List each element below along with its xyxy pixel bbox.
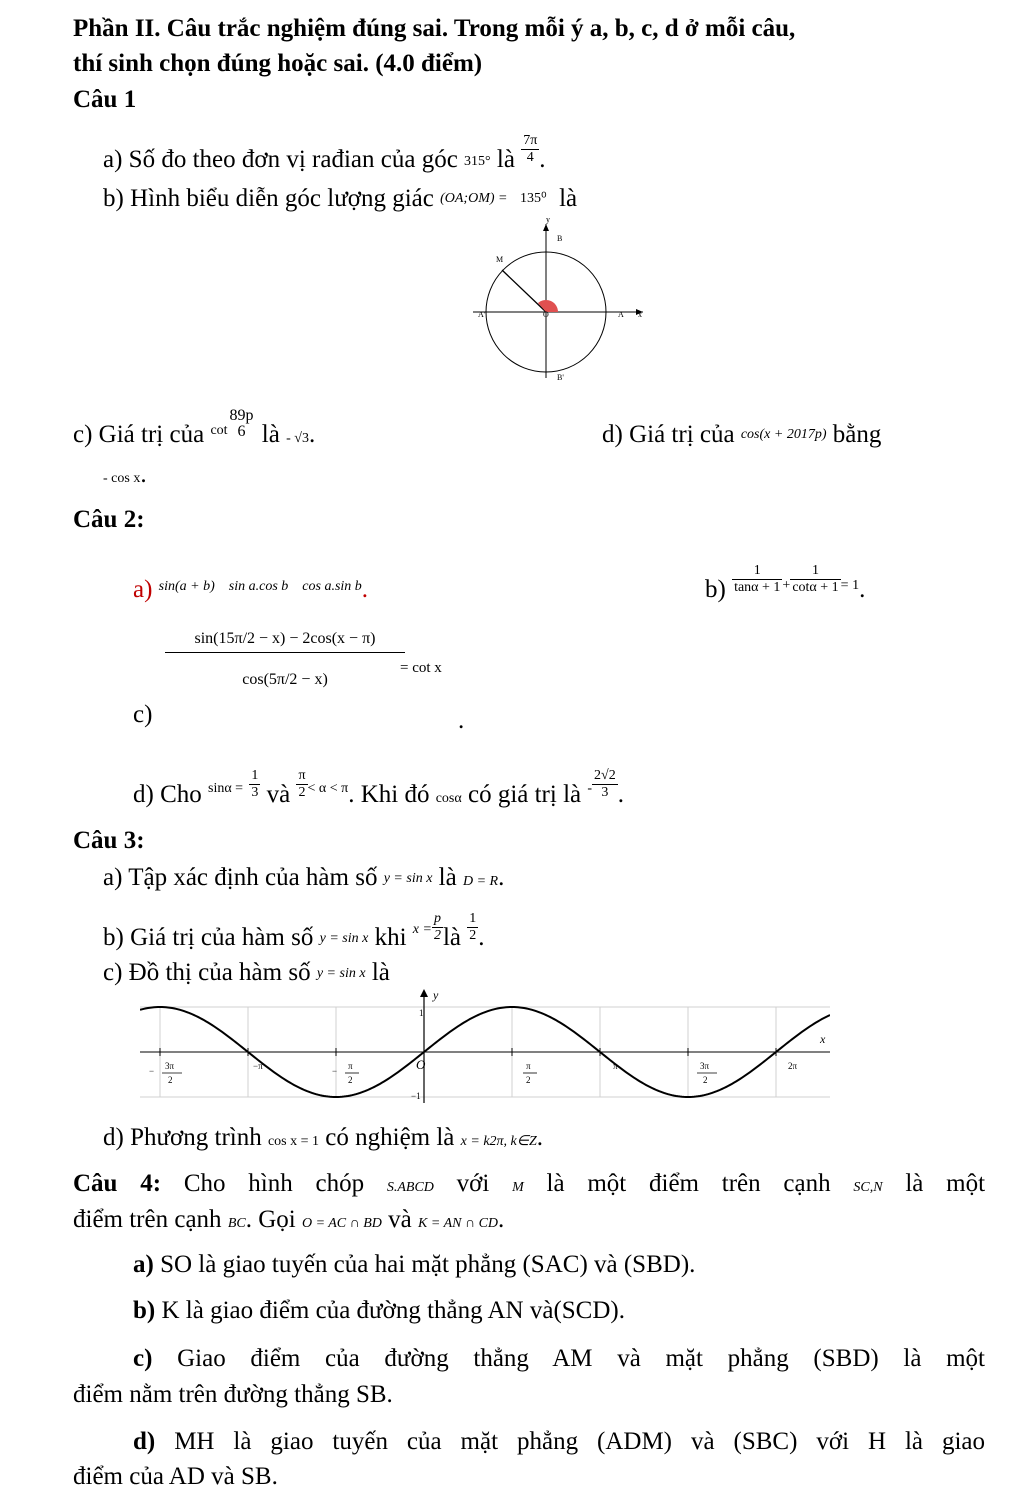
q4-a-text: SO là giao tuyến của hai mặt phẳng (SAC) và (SBD). xyxy=(160,1251,696,1278)
sine-label-x: x xyxy=(820,1032,826,1046)
q3-a-dom: D = R xyxy=(462,874,499,889)
q2-a xyxy=(133,575,368,609)
q4-a xyxy=(133,1250,695,1280)
q3-b xyxy=(103,911,485,957)
q4-a-label: a) xyxy=(133,1251,154,1278)
q2-heading: Câu 2: xyxy=(73,506,145,533)
q4-line1 xyxy=(73,1169,985,1203)
q4-line2-k: K = AN ∩ CD xyxy=(418,1216,499,1231)
q4-d-text1: MH là giao tuyến của mặt phẳng (ADM) và (SBC) với H là giao xyxy=(174,1428,985,1455)
q2-a-end: . xyxy=(361,576,369,603)
q4-line2-o: O = AC ∩ BD xyxy=(301,1216,382,1231)
q3-d-sol: x = k2π, k∈Z xyxy=(460,1134,537,1149)
q1-b-la: là xyxy=(559,185,578,212)
q4-b-label: b) xyxy=(133,1297,156,1324)
q2-b-den1: tanα + 1 xyxy=(734,580,781,595)
q2-d xyxy=(133,768,624,814)
q4-c-text1: Giao điểm của đường thẳng AM và mặt phẳng (SBD) là một xyxy=(177,1345,986,1372)
tick-half-num: π xyxy=(526,1061,531,1071)
q3-c-la: là xyxy=(371,959,390,986)
q3-d xyxy=(103,1123,543,1157)
q3-d-eq: cos x = 1 xyxy=(267,1134,320,1149)
q2-d-vnum: 2√2 xyxy=(594,768,616,783)
q2-b-num1: 1 xyxy=(732,563,782,580)
q2-d-sin: sinα = xyxy=(208,781,244,797)
q2-d-vfrac xyxy=(592,768,618,801)
q3-b-text: b) Giá trị của hàm số xyxy=(103,924,314,952)
q4-c-label: c) xyxy=(133,1345,153,1372)
q4-b xyxy=(133,1296,625,1326)
q2-b-end: . xyxy=(859,576,866,604)
label-b-prime: B' xyxy=(557,373,564,382)
tick-neg-3pi-num: 3π xyxy=(165,1061,175,1071)
q1-b-text: b) Hình biểu diễn góc lượng giác xyxy=(103,185,434,212)
q3-a-end: . xyxy=(498,864,505,891)
q1-c-num: 89p xyxy=(229,407,254,425)
q2-b-den2: cotα + 1 xyxy=(792,580,839,595)
q1-c xyxy=(73,407,316,454)
q2-c-end: . xyxy=(458,707,465,734)
q3-a-fn: y = sin x xyxy=(383,871,433,886)
q2-c-rhs: = cot x xyxy=(400,660,442,676)
q3-b-end: . xyxy=(478,924,485,952)
q2-d-minus: - xyxy=(587,781,593,797)
q4-heading: Câu 4: xyxy=(73,1170,162,1197)
q1-c-end: . xyxy=(308,421,316,448)
q3-a-la: là xyxy=(438,864,457,891)
q1-a-la: là xyxy=(496,146,515,174)
q2-b-eq: = 1 xyxy=(840,578,860,594)
q2-b-num2: 1 xyxy=(790,563,840,580)
q3-a xyxy=(103,863,504,897)
q1-d-val: - cos x xyxy=(103,471,141,486)
q2-a-expr: sin(a + b) sin a.cos b cos a.sin b xyxy=(158,579,362,594)
q3-b-vfrac xyxy=(467,911,478,944)
q2-d-has: có giá trị là xyxy=(467,781,582,809)
tick-neg-half-num: π xyxy=(348,1061,353,1071)
q2-a-label: a) xyxy=(133,576,153,603)
q1-c-frac xyxy=(228,408,256,440)
q2-d-frac xyxy=(249,768,260,801)
tick-pi: π xyxy=(613,1061,618,1071)
q3-b-fn: y = sin x xyxy=(319,931,369,947)
q4-line2-a: điểm trên cạnh xyxy=(73,1206,222,1233)
y-axis-arrow xyxy=(543,224,549,231)
tick-3pi-num: 3π xyxy=(700,1061,710,1071)
q2-d-end: . xyxy=(617,781,624,809)
q2-b-frac2 xyxy=(790,563,840,596)
q3-d-end: . xyxy=(536,1124,544,1151)
sine-graph xyxy=(140,985,830,1105)
q1-b-expr: (OA;OM) = xyxy=(440,191,508,206)
q4-line1-sc: SC,N xyxy=(853,1180,883,1195)
q3-b-den: 2 xyxy=(433,928,441,943)
sine-y-arrow xyxy=(420,989,428,997)
q2-b-plus: + xyxy=(782,578,791,594)
q3-c-fn: y = sin x xyxy=(316,966,366,981)
label-a-prime: A' xyxy=(478,310,486,319)
q4-line2 xyxy=(73,1205,504,1239)
q1-c-text: c) Giá trị của xyxy=(73,421,205,448)
q1-d-cont xyxy=(103,460,147,494)
q4-line1-c: là một điểm trên cạnh xyxy=(546,1170,831,1197)
q4-line1-b: với xyxy=(456,1170,490,1197)
q1-b xyxy=(103,184,577,218)
sine-label-y: y xyxy=(433,988,439,1002)
q2-d-cos: cosα xyxy=(435,791,462,807)
q2-d-den: 3 xyxy=(251,785,259,800)
tick-neg-3pi-den: 2 xyxy=(168,1075,173,1085)
q1-a-frac xyxy=(521,133,539,166)
q1-a-text: a) Số đo theo đơn vị rađian của góc xyxy=(103,146,458,174)
q2-d-two: 2 xyxy=(298,785,306,800)
q1-c-val: - √3 xyxy=(286,431,309,446)
q1-c-cot: cot xyxy=(210,423,228,438)
q1-a-den: 4 xyxy=(526,150,534,165)
q1-d-end: . xyxy=(140,461,147,488)
label-o: O xyxy=(543,310,549,319)
q2-d-va: và xyxy=(266,781,291,809)
q3-b-vnum: 1 xyxy=(469,911,477,926)
sine-label-o: O xyxy=(416,1057,426,1072)
label-a: A xyxy=(618,310,624,319)
q3-b-num: p xyxy=(433,911,441,926)
q2-d-vden: 3 xyxy=(601,785,609,800)
q1-a-num: 7π xyxy=(523,133,538,148)
tick-neg-half-minus: − xyxy=(332,1066,338,1076)
q3-a-text: a) Tập xác định của hàm số xyxy=(103,864,378,891)
q4-d-text2: điểm của AD và SB. xyxy=(73,1463,278,1490)
tick-3pi-den: 2 xyxy=(703,1075,708,1085)
q3-d-has: có nghiệm là xyxy=(325,1124,455,1151)
q3-b-x: x = xyxy=(412,922,432,938)
q4-line1-a: Cho hình chóp xyxy=(183,1170,365,1197)
part-title-line2: thí sinh chọn đúng hoặc sai. (4.0 điểm) xyxy=(73,50,483,77)
q1-d-text: d) Giá trị của xyxy=(602,421,735,448)
q3-heading: Câu 3: xyxy=(73,827,145,854)
label-m: M xyxy=(496,255,504,264)
q2-c-num: sin(15π/2 − x) − 2cos(x − π) xyxy=(165,626,405,653)
q3-b-la: là xyxy=(442,924,461,952)
q4-c-text2: điểm nằm trên đường thẳng SB. xyxy=(73,1381,393,1408)
q3-b-vden: 2 xyxy=(469,928,477,943)
label-b: B xyxy=(557,234,563,243)
q2-d-pi: π xyxy=(298,768,306,783)
q4-c xyxy=(133,1344,985,1374)
q2-c-label: c) xyxy=(133,701,153,728)
tick-half-den: 2 xyxy=(526,1075,531,1085)
q2-d-pifrac xyxy=(296,768,307,801)
q2-b-label: b) xyxy=(705,576,726,604)
label-y: y xyxy=(546,218,550,224)
q2-c-den: cos(5π/2 − x) xyxy=(242,671,328,688)
q1-c-la: là xyxy=(261,421,280,448)
q2-d-num: 1 xyxy=(251,768,259,783)
q4-line2-b: . Gọi xyxy=(245,1206,296,1233)
tick-neg-half-den: 2 xyxy=(348,1075,353,1085)
q4-line2-bc: BC xyxy=(227,1216,246,1231)
q1-a-end: . xyxy=(539,146,546,174)
sine-label-neg-one: −1 xyxy=(411,1091,421,1101)
tick-neg-minus: − xyxy=(149,1066,155,1076)
q4-d-label: d) xyxy=(133,1428,156,1455)
q4-line2-va: và xyxy=(388,1206,412,1233)
q1-d-expr: cos(x + 2017p) xyxy=(740,427,827,442)
q4-line2-end: . xyxy=(498,1206,505,1233)
q3-b-frac xyxy=(432,911,443,944)
q2-b xyxy=(705,563,866,609)
tick-2pi: 2π xyxy=(788,1061,798,1071)
q4-line1-m: M xyxy=(512,1180,524,1195)
radius-om xyxy=(502,270,546,312)
q3-b-khi: khi xyxy=(374,924,407,952)
part-title-line1: Phần II. Câu trắc nghiệm đúng sai. Trong mỗi ý a, b, c, d ở mỗi câu, xyxy=(73,15,796,42)
q1-d-bang: bằng xyxy=(832,421,882,448)
q1-a-angle: 315° xyxy=(464,154,491,170)
tick-neg-pi: −π xyxy=(253,1061,263,1071)
q4-line1-d: là một xyxy=(905,1170,986,1197)
q2-d-mid: . Khi đó xyxy=(348,781,430,809)
sine-label-one: 1 xyxy=(419,1008,424,1018)
q1-heading: Câu 1 xyxy=(73,86,137,113)
q2-d-text: d) Cho xyxy=(133,781,202,809)
q1-b-val: 135⁰ xyxy=(519,191,547,206)
q4-line1-s: S.ABCD xyxy=(386,1180,434,1195)
q4-d xyxy=(133,1427,985,1457)
q2-d-range: < α < π xyxy=(307,781,349,797)
q1-c-den: 6 xyxy=(237,423,246,441)
label-x: x xyxy=(638,310,642,319)
q4-b-text: K là giao điểm của đường thẳng AN và(SCD). xyxy=(161,1297,625,1324)
q2-b-frac1 xyxy=(732,563,782,596)
q3-d-text: d) Phương trình xyxy=(103,1124,262,1151)
unit-circle-figure xyxy=(468,218,658,388)
q1-d xyxy=(602,420,881,454)
q3-c-text: c) Đồ thị của hàm số xyxy=(103,959,311,986)
